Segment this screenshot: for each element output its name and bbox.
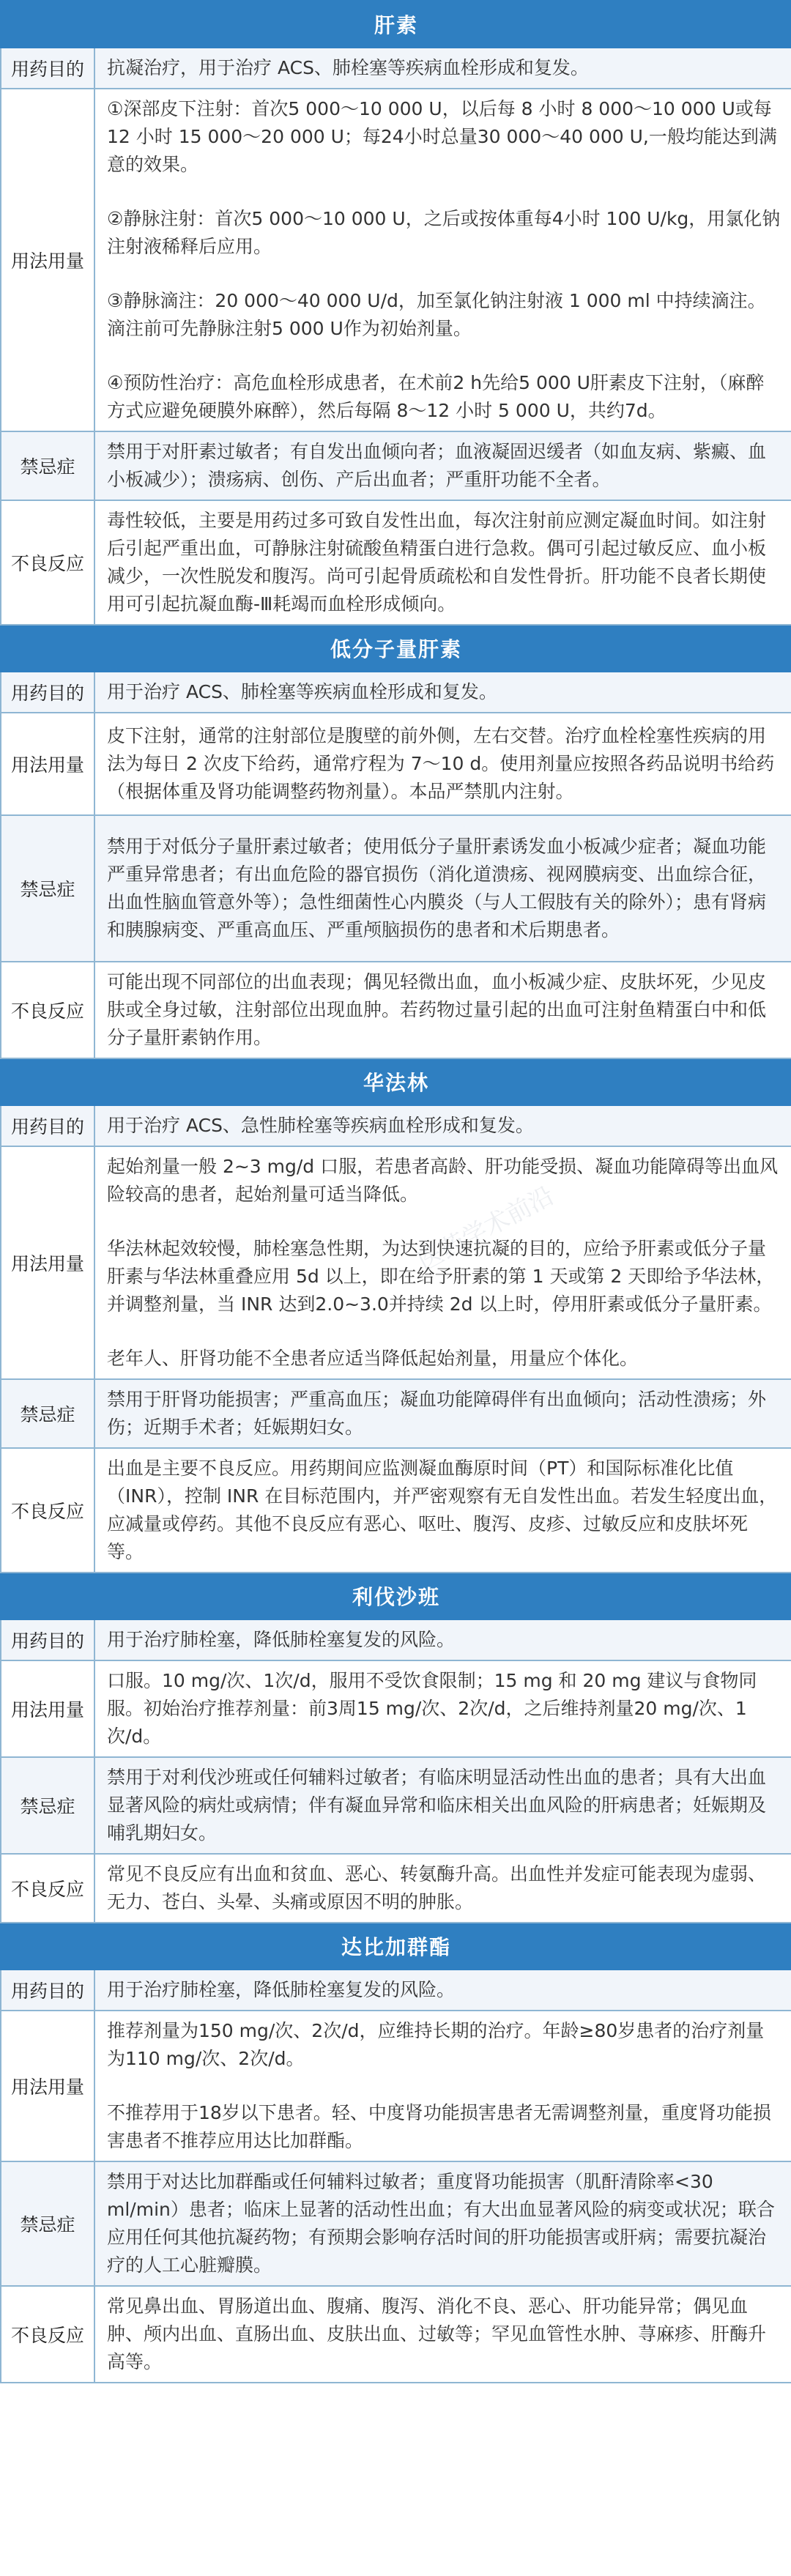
row-label: 用法用量 bbox=[1, 1660, 94, 1757]
row-label: 用法用量 bbox=[1, 89, 94, 431]
row-content bbox=[94, 431, 791, 500]
table-row bbox=[1, 431, 791, 500]
row-content bbox=[94, 1379, 791, 1448]
row-label: 不良反应 bbox=[1, 962, 94, 1058]
content-paragraph: 用于治疗肺栓塞，降低肺栓塞复发的风险。 bbox=[107, 1629, 456, 1650]
table-row bbox=[1, 1660, 791, 1757]
row-content bbox=[94, 672, 791, 713]
content-paragraph: 禁用于对利伐沙班或任何辅料过敏者；有临床明显活动性出血的患者；具有大出血显著风险的病灶或病情；伴有凝血异常和临床相关出血风险的肝病患者；妊娠期及哺乳期妇女。 bbox=[107, 1767, 767, 1844]
content-paragraph: 用于治疗肺栓塞，降低肺栓塞复发的风险。 bbox=[107, 1979, 456, 2000]
row-label: 不良反应 bbox=[1, 2286, 94, 2383]
table-row bbox=[1, 1970, 791, 2011]
table-row bbox=[1, 89, 791, 431]
row-label: 不良反应 bbox=[1, 1448, 94, 1573]
table-row bbox=[1, 48, 791, 89]
row-label: 用药目的 bbox=[1, 1619, 94, 1660]
table-row bbox=[1, 1105, 791, 1146]
table-row bbox=[1, 2161, 791, 2286]
content-paragraph: ①深部皮下注射：首次5 000～10 000 U，以后每 8 小时 8 000～10 000 U或每 12 小时 15 000～20 000 U；每24小时总量30 000～40 000 U,一般均能达到满意的效果。 bbox=[107, 98, 777, 175]
row-label: 禁忌症 bbox=[1, 1379, 94, 1448]
row-content bbox=[94, 500, 791, 625]
row-label: 禁忌症 bbox=[1, 2161, 94, 2286]
section-header bbox=[1, 1058, 791, 1105]
table-row bbox=[1, 1448, 791, 1573]
table-body bbox=[1, 1, 791, 2383]
content-paragraph: 推荐剂量为150 mg/次、2次/d，应维持长期的治疗。年龄≥80岁患者的治疗剂量为110 mg/次、2次/d。 bbox=[107, 2020, 765, 2069]
row-content bbox=[94, 1146, 791, 1379]
content-paragraph: 用于治疗 ACS、急性肺栓塞等疾病血栓形成和复发。 bbox=[107, 1115, 534, 1136]
row-content bbox=[94, 713, 791, 815]
table-row bbox=[1, 500, 791, 625]
section-header bbox=[1, 1573, 791, 1619]
content-paragraph: 禁用于对达比加群酯或任何辅料过敏者；重度肾功能损害（肌酐清除率<30 ml/min）患者；临床上显著的活动性出血；有大出血显著风险的病变或状况；联合应用任何其他抗凝药物；有预期会影响存活时间的肝功能损害或肝病；需要抗凝治疗的人工心脏瓣膜。 bbox=[107, 2171, 775, 2276]
content-paragraph: 可能出现不同部位的出血表现；偶见轻微出血，血小板减少症、皮肤坏死，少见皮肤或全身过敏，注射部位出现血肿。若药物过量引起的出血可注射鱼精蛋白中和低分子量肝素钠作用。 bbox=[107, 971, 767, 1048]
row-label: 用药目的 bbox=[1, 1970, 94, 2011]
section-title: 达比加群酯 bbox=[1, 1923, 791, 1970]
row-label: 用药目的 bbox=[1, 672, 94, 713]
row-label: 用药目的 bbox=[1, 48, 94, 89]
row-label: 用法用量 bbox=[1, 2011, 94, 2161]
row-content bbox=[94, 2011, 791, 2161]
row-content bbox=[94, 2161, 791, 2286]
content-paragraph: 口服。10 mg/次、1次/d，服用不受饮食限制；15 mg 和 20 mg 建议与食物同服。初始治疗推荐剂量：前3周15 mg/次、2次/d，之后维持剂量20 mg/次、1次/d。 bbox=[107, 1670, 757, 1747]
row-content bbox=[94, 1757, 791, 1854]
row-label: 用药目的 bbox=[1, 1105, 94, 1146]
content-paragraph: 常见鼻出血、胃肠道出血、腹痛、腹泻、消化不良、恶心、肝功能异常；偶见血肿、颅内出血、直肠出血、皮肤出血、过敏等；罕见血管性水肿、荨麻疹、肝酶升高等。 bbox=[107, 2295, 767, 2372]
table-row bbox=[1, 815, 791, 962]
table-row bbox=[1, 1757, 791, 1854]
row-label: 不良反应 bbox=[1, 500, 94, 625]
table-row bbox=[1, 2011, 791, 2161]
row-content bbox=[94, 48, 791, 89]
row-label: 禁忌症 bbox=[1, 431, 94, 500]
content-paragraph: 老年人、肝肾功能不全患者应适当降低起始剂量，用量应个体化。 bbox=[107, 1348, 639, 1369]
table-row bbox=[1, 962, 791, 1058]
section-title: 低分子量肝素 bbox=[1, 625, 791, 672]
content-paragraph: 抗凝治疗，用于治疗 ACS、肺栓塞等疾病血栓形成和复发。 bbox=[107, 57, 589, 78]
content-paragraph: ③静脉滴注：20 000～40 000 U/d，加至氯化钠注射液 1 000 ml 中持续滴注。滴注前可先静脉注射5 000 U作为初始剂量。 bbox=[107, 290, 766, 339]
table-row bbox=[1, 713, 791, 815]
content-paragraph: 不推荐用于18岁以下患者。轻、中度肾功能损害患者无需调整剂量，重度肾功能损害患者不推荐应用达比加群酯。 bbox=[107, 2102, 771, 2151]
row-content bbox=[94, 962, 791, 1058]
section-header bbox=[1, 625, 791, 672]
table-row bbox=[1, 1619, 791, 1660]
content-paragraph: ②静脉注射：首次5 000～10 000 U，之后或按体重每4小时 100 U/kg，用氯化钠注射液稀释后应用。 bbox=[107, 208, 781, 257]
section-title: 华法林 bbox=[1, 1058, 791, 1105]
content-paragraph: 禁用于肝肾功能损害；严重高血压；凝血功能障碍伴有出血倾向；活动性溃疡；外伤；近期手术者；妊娠期妇女。 bbox=[107, 1389, 767, 1438]
row-content bbox=[94, 1448, 791, 1573]
table-row bbox=[1, 2286, 791, 2383]
section-title: 利伐沙班 bbox=[1, 1573, 791, 1619]
row-content bbox=[94, 1660, 791, 1757]
content-paragraph: 出血是主要不良反应。用药期间应监测凝血酶原时间（PT）和国际标准化比值（INR），控制 INR 在目标范围内，并严密观察有无自发性出血。若发生轻度出血，应减量或停药。其他不良反应有恶心、呕吐、腹泻、皮疹、过敏反应和皮肤坏死等。 bbox=[107, 1458, 778, 1562]
content-paragraph: 起始剂量一般 2~3 mg/d 口服，若患者高龄、肝功能受损、凝血功能障碍等出血风险较高的患者，起始剂量可适当降低。 bbox=[107, 1156, 779, 1205]
row-content bbox=[94, 1970, 791, 2011]
row-label: 禁忌症 bbox=[1, 815, 94, 962]
row-content bbox=[94, 1619, 791, 1660]
content-paragraph: 禁用于对肝素过敏者；有自发出血倾向者；血液凝固迟缓者（如血友病、紫癜、血小板减少）；溃疡病、创伤、产后出血者；严重肝功能不全者。 bbox=[107, 441, 767, 490]
row-content bbox=[94, 2286, 791, 2383]
section-header bbox=[1, 1, 791, 48]
section-title: 肝素 bbox=[1, 1, 791, 48]
watermark: 医药学术前沿 bbox=[413, 1181, 560, 1277]
section-header bbox=[1, 1923, 791, 1970]
table-row bbox=[1, 672, 791, 713]
row-label: 不良反应 bbox=[1, 1854, 94, 1923]
row-label: 用法用量 bbox=[1, 1146, 94, 1379]
row-content bbox=[94, 1105, 791, 1146]
content-paragraph: 用于治疗 ACS、肺栓塞等疾病血栓形成和复发。 bbox=[107, 681, 497, 702]
content-paragraph: 禁用于对低分子量肝素过敏者；使用低分子量肝素诱发血小板减少症者；凝血功能严重异常患者；有出血危险的器官损伤（消化道溃疡、视网膜病变、出血综合征，出血性脑血管意外等）；急性细菌性心内膜炎（与人工假肢有关的除外）；患有肾病和胰腺病变、严重高血压、严重颅脑损伤的患者和术后期患者。 bbox=[107, 836, 767, 940]
content-paragraph: 华法林起效较慢，肺栓塞急性期，为达到快速抗凝的目的，应给予肝素或低分子量肝素与华法林重叠应用 5d 以上，即在给予肝素的第 1 天或第 2 天即给予华法林，并调整剂量，当 INR 达到2.0~3.0并持续 2d 以上时，停用肝素或低分子量肝素。 bbox=[107, 1238, 775, 1315]
table-row bbox=[1, 1854, 791, 1923]
row-label: 用法用量 bbox=[1, 713, 94, 815]
row-label: 禁忌症 bbox=[1, 1757, 94, 1854]
row-content bbox=[94, 89, 791, 431]
content-paragraph: ④预防性治疗：高危血栓形成患者，在术前2 h先给5 000 U肝素皮下注射，（麻醉方式应避免硬膜外麻醉），然后每隔 8～12 小时 5 000 U，共约7d。 bbox=[107, 372, 765, 421]
row-content bbox=[94, 815, 791, 962]
content-paragraph: 皮下注射，通常的注射部位是腹壁的前外侧，左右交替。治疗血栓栓塞性疾病的用法为每日 2 次皮下给药，通常疗程为 7～10 d。使用剂量应按照各药品说明书给药（根据体重及肾功能调整药物剂量）。本品严禁肌内注射。 bbox=[107, 725, 775, 802]
content-paragraph: 常见不良反应有出血和贫血、恶心、转氨酶升高。出血性并发症可能表现为虚弱、无力、苍白、头晕、头痛或原因不明的肿胀。 bbox=[107, 1863, 767, 1912]
content-paragraph: 毒性较低，主要是用药过多可致自发性出血，每次注射前应测定凝血时间。如注射后引起严重出血，可静脉注射硫酸鱼精蛋白进行急救。偶可引起过敏反应、血小板减少，一次性脱发和腹泻。尚可引起骨质疏松和自发性骨折。肝功能不良者长期使用可引起抗凝血酶-Ⅲ耗竭而血栓形成倾向。 bbox=[107, 510, 767, 615]
row-content bbox=[94, 1854, 791, 1923]
table-row bbox=[1, 1379, 791, 1448]
table-row bbox=[1, 1146, 791, 1379]
